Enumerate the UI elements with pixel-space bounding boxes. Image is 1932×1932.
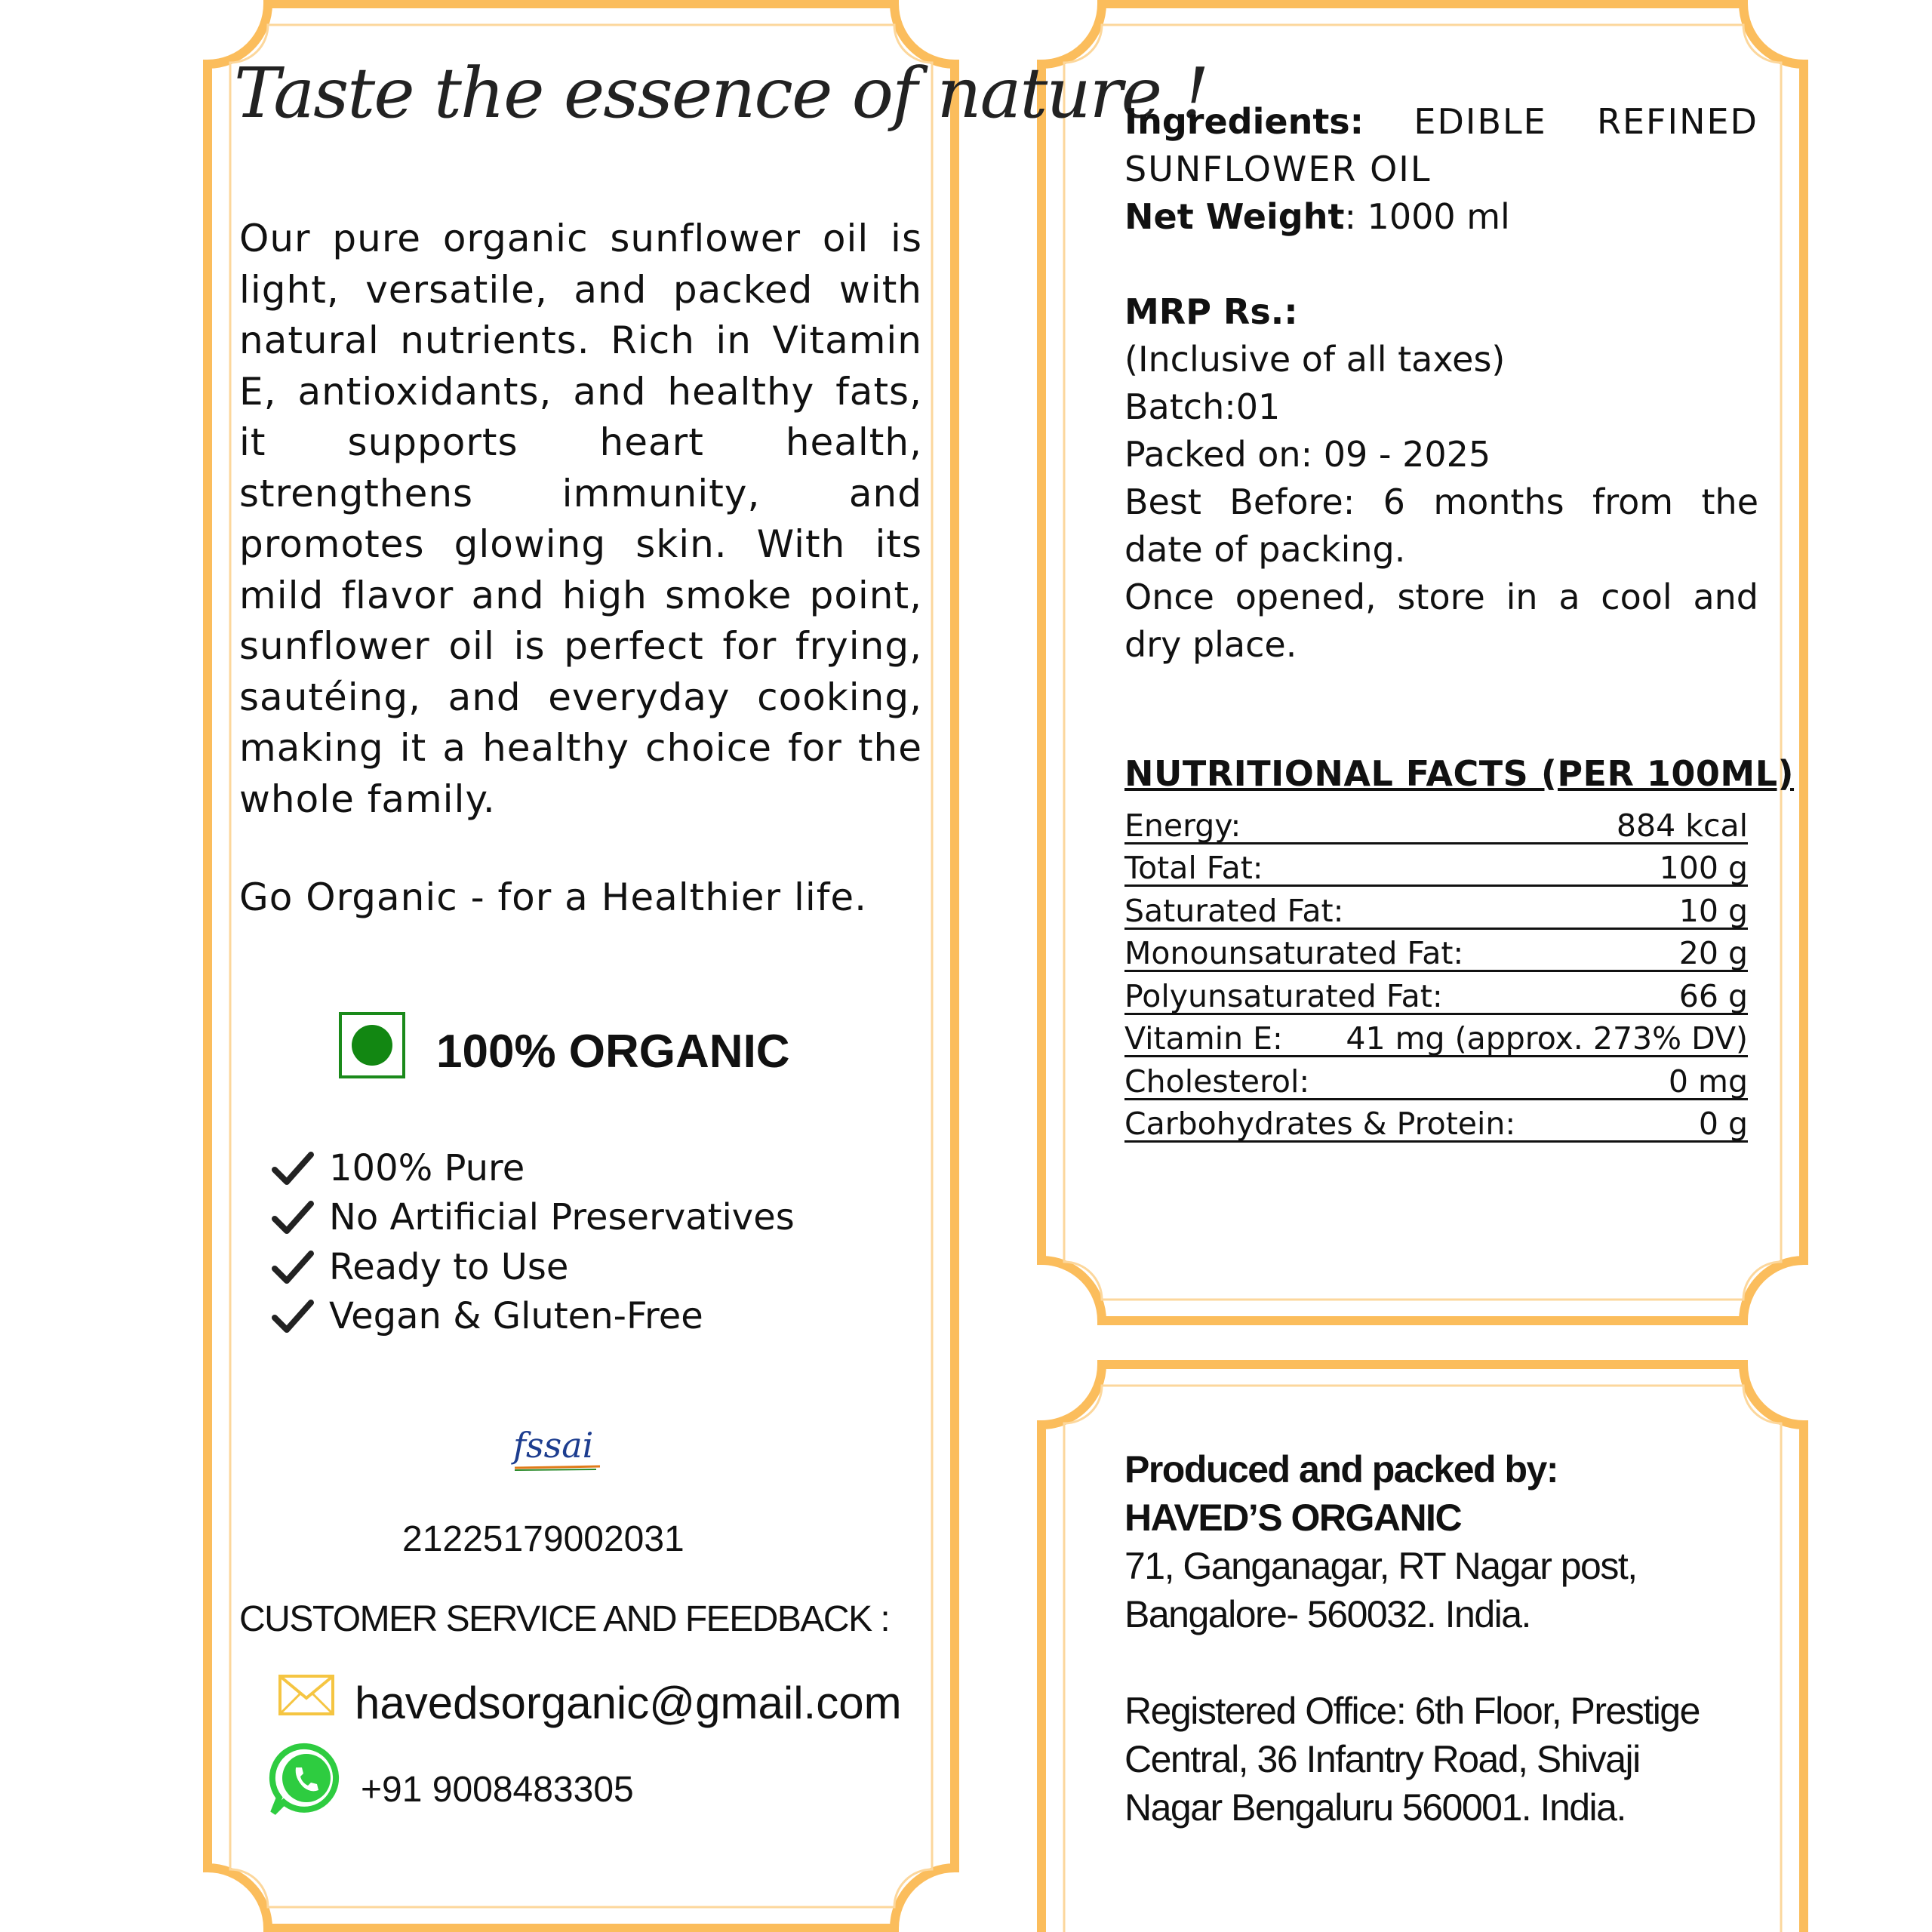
nutrition-row: Cholesterol: 0 mg — [1124, 1057, 1748, 1100]
phone-number[interactable]: +91 9008483305 — [361, 1770, 634, 1810]
address-line: 71, Ganganagar, RT Nagar post, — [1124, 1545, 1637, 1587]
fssai-logo: fssai — [513, 1425, 593, 1466]
feature-item: Ready to Use — [272, 1242, 795, 1292]
ingredients-line: Ingredients: EDIBLE REFINED — [1124, 101, 1758, 142]
whatsapp-icon — [269, 1742, 344, 1817]
registered-office-line: Central, 36 Infantry Road, Shivaji — [1124, 1738, 1640, 1780]
checkmark-icon — [272, 1298, 314, 1334]
feature-item: Vegan & Gluten-Free — [272, 1292, 795, 1342]
checkmark-icon — [272, 1150, 314, 1186]
net-weight: Net Weight: 1000 ml — [1124, 196, 1510, 237]
slogan: Go Organic - for a Healthier life. — [239, 875, 868, 919]
nutrition-row: Monounsaturated Fat: 20 g — [1124, 930, 1748, 973]
feature-item: 100% Pure — [272, 1143, 795, 1193]
veg-mark-icon — [338, 1011, 406, 1079]
nutrition-row: Polyunsaturated Fat: 66 g — [1124, 972, 1748, 1015]
storage-note: Once opened, store in a cool and dry place. — [1124, 577, 1758, 665]
feature-list — [272, 1143, 795, 1341]
mrp-label: MRP Rs.: — [1124, 291, 1298, 332]
organic-label: 100% ORGANIC — [436, 1026, 790, 1078]
nutrition-title: NUTRITIONAL FACTS (PER 100ML) — [1124, 753, 1795, 794]
tagline: Taste the essence of nature ! — [234, 53, 1208, 134]
registered-office-line: Nagar Bengaluru 560001. India. — [1124, 1786, 1626, 1829]
best-before: Best Before: 6 months from the date of packing. — [1124, 481, 1758, 570]
address-line: Bangalore- 560032. India. — [1124, 1593, 1531, 1635]
company-name: HAVED’S ORGANIC — [1124, 1497, 1462, 1539]
email-icon — [278, 1674, 335, 1716]
producer-info — [1124, 1445, 1774, 1832]
batch: Batch:01 — [1124, 386, 1281, 427]
product-info — [1124, 98, 1758, 669]
email-address[interactable]: havedsorganic@gmail.com — [355, 1678, 902, 1728]
ingredients-value: SUNFLOWER OIL — [1124, 149, 1432, 189]
nutrition-row: Vitamin E: 41 mg (approx. 273% DV) — [1124, 1015, 1748, 1058]
feature-item: No Artificial Preservatives — [272, 1193, 795, 1243]
customer-service-label: CUSTOMER SERVICE AND FEEDBACK : — [239, 1599, 890, 1639]
nutrition-table — [1124, 801, 1748, 1143]
nutrition-row: Carbohydrates & Protein: 0 g — [1124, 1100, 1748, 1143]
nutrition-row: Saturated Fat: 10 g — [1124, 887, 1748, 930]
product-description: Our pure organic sunflower oil is light, versatile, and packed with natural nutrients. Rich in Vitamin E, antioxidants, and healthy fats, it supports heart health, strengthens immunity, and promotes glowing skin. With its mild flavor and high smoke point, sunflower oil is perfect for frying, sautéing, and everyday cooking, making it a healthy choice for the whole family. — [239, 217, 922, 821]
nutrition-row: Energy: 884 kcal — [1124, 801, 1748, 844]
packed-on: Packed on: 09 - 2025 — [1124, 434, 1491, 475]
producer-heading: Produced and packed by: — [1124, 1448, 1558, 1491]
checkmark-icon — [272, 1249, 314, 1285]
checkmark-icon — [272, 1199, 314, 1235]
tax-note: (Inclusive of all taxes) — [1124, 339, 1506, 380]
fssai-license-number: 21225179002031 — [402, 1519, 685, 1559]
nutrition-row: Total Fat: 100 g — [1124, 844, 1748, 888]
registered-office-line: Registered Office: 6th Floor, Prestige — [1124, 1690, 1700, 1732]
